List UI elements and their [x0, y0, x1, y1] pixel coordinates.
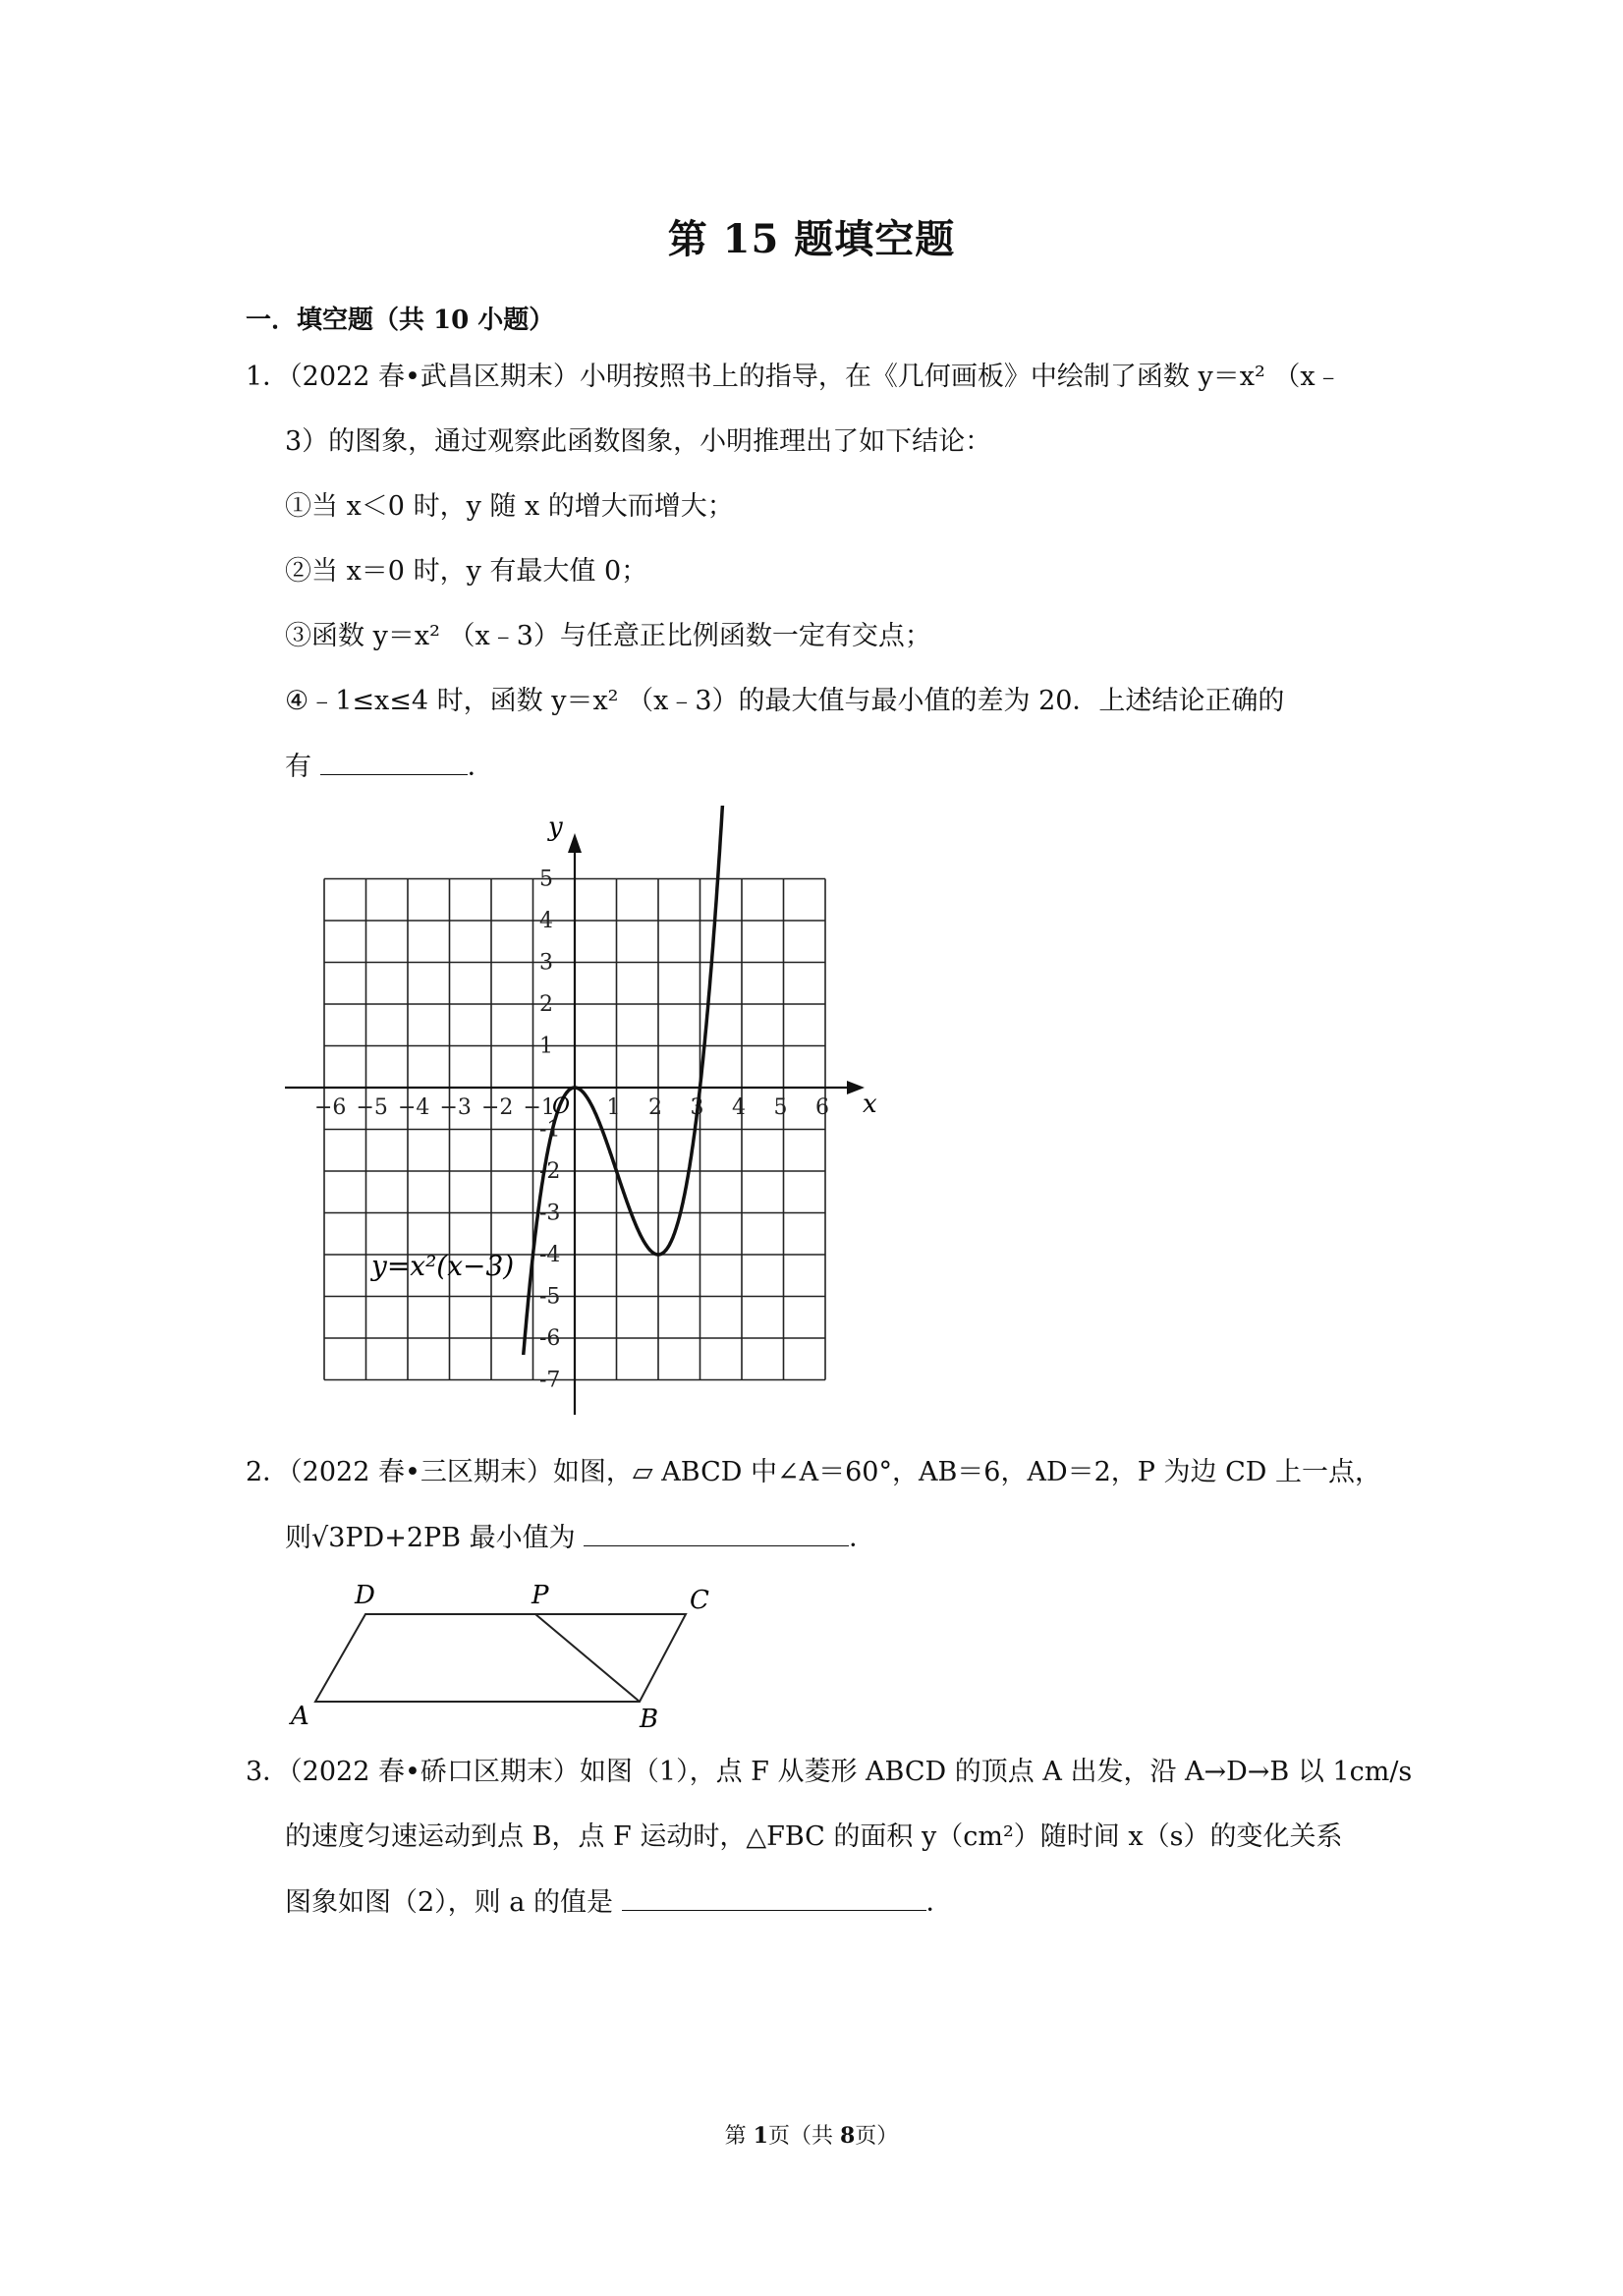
q3-answer-end: ． — [925, 1887, 953, 1918]
parallelogram-abcd — [315, 1614, 686, 1702]
q1-answer-prefix: 有 — [285, 752, 320, 782]
parallelogram-figure — [285, 1577, 737, 1734]
x-tick-label: −6 — [314, 1095, 347, 1120]
y-tick-label: 3 — [539, 950, 553, 976]
y-tick-label: -1 — [539, 1117, 561, 1143]
x-tick-label: −3 — [439, 1095, 472, 1120]
q2-line1: 2．（2022 春•三区期末）如图，▱ ABCD 中∠A＝60°，AB＝6，AD＝2，P 为边 CD 上一点， — [246, 1457, 1382, 1487]
q3-line3-text: 图象如图（2），则 a 的值是 — [285, 1887, 622, 1918]
section-heading: 一．填空题（共 10 小题） — [246, 306, 555, 335]
y-tick-label: -4 — [539, 1243, 561, 1267]
q1-conclusion-4: ④﹣1≤x≤4 时，函数 y＝x² （x﹣3）的最大值与最小值的差为 20．上述结论正确的 — [285, 686, 1285, 716]
y-tick-label: 2 — [539, 992, 553, 1017]
x-tick-label: −1 — [523, 1095, 555, 1120]
curve-label: y=x²(x−3) — [371, 1250, 515, 1282]
q1-conclusion-1: ①当 x＜0 时，y 随 x 的增大而增大； — [285, 491, 734, 522]
footer-suffix: 页） — [855, 2124, 899, 2149]
vertex-b-label: B — [640, 1705, 659, 1734]
vertex-c-label: C — [690, 1586, 709, 1615]
page-title: 第 15 题填空题 — [667, 216, 956, 262]
x-tick-label: 5 — [773, 1095, 788, 1120]
q1-line1: 1．（2022 春•武昌区期末）小明按照书上的指导，在《几何画板》中绘制了函数 y＝x² （x﹣ — [246, 362, 1342, 392]
q2-line2 — [285, 1522, 875, 1554]
q1-answer-blank[interactable] — [320, 751, 468, 775]
y-tick-label: 4 — [539, 909, 553, 933]
x-tick-label: 3 — [690, 1095, 704, 1120]
q2-answer-blank[interactable] — [584, 1522, 849, 1546]
x-tick-label: −2 — [481, 1095, 514, 1120]
q3-answer-blank[interactable] — [622, 1886, 926, 1911]
y-tick-label: -5 — [539, 1284, 561, 1310]
origin-label: O — [552, 1094, 571, 1119]
y-axis-arrow-icon — [568, 833, 582, 853]
q1-answer-line — [285, 751, 494, 783]
q1-conclusion-3: ③函数 y＝x² （x﹣3）与任意正比例函数一定有交点； — [285, 621, 931, 651]
x-tick-label: 4 — [732, 1095, 746, 1120]
cubic-function-graph — [275, 806, 884, 1434]
point-p-label: P — [532, 1581, 549, 1610]
y-tick-label: -7 — [539, 1368, 561, 1393]
x-tick-label: 2 — [648, 1095, 662, 1120]
y-tick-label: 5 — [539, 867, 553, 892]
y-axis-label: y — [548, 812, 563, 842]
vertex-d-label: D — [355, 1581, 375, 1610]
footer-page-number: 1 — [753, 2123, 768, 2149]
q3-line1: 3．（2022 春•硚口区期末）如图（1），点 F 从菱形 ABCD 的顶点 A 出发，沿 A→D→B 以 1cm/s — [246, 1757, 1413, 1787]
page-footer — [0, 2119, 1623, 2150]
x-axis-label: x — [863, 1090, 877, 1119]
segment-pb — [535, 1614, 640, 1702]
q2-answer-end: ． — [849, 1523, 876, 1553]
cubic-curve — [524, 806, 726, 1355]
q3-line3 — [285, 1886, 953, 1919]
q3-line2: 的速度匀速运动到点 B，点 F 运动时，△FBC 的面积 y（cm²）随时间 x（s）的变化关系 — [285, 1821, 1343, 1852]
q1-answer-end: ． — [467, 752, 494, 782]
footer-prefix: 第 — [724, 2124, 754, 2149]
footer-total-pages: 8 — [839, 2123, 856, 2149]
x-tick-label: −4 — [398, 1095, 430, 1120]
x-tick-label: 6 — [815, 1095, 829, 1120]
y-tick-label: -3 — [539, 1201, 561, 1226]
q1-line2: 3）的图象，通过观察此函数图象，小明推理出了如下结论： — [285, 426, 992, 457]
q2-line2-text: 则√3PD+2PB 最小值为 — [285, 1523, 585, 1553]
y-tick-label: -2 — [539, 1159, 561, 1184]
footer-middle: 页（共 — [767, 2124, 840, 2149]
q1-conclusion-2: ②当 x＝0 时，y 有最大值 0； — [285, 556, 648, 587]
y-tick-label: 1 — [539, 1034, 553, 1059]
y-tick-label: -6 — [539, 1326, 561, 1351]
x-tick-label: 1 — [606, 1095, 621, 1120]
vertex-a-label: A — [291, 1702, 309, 1731]
x-tick-label: −5 — [356, 1095, 388, 1120]
